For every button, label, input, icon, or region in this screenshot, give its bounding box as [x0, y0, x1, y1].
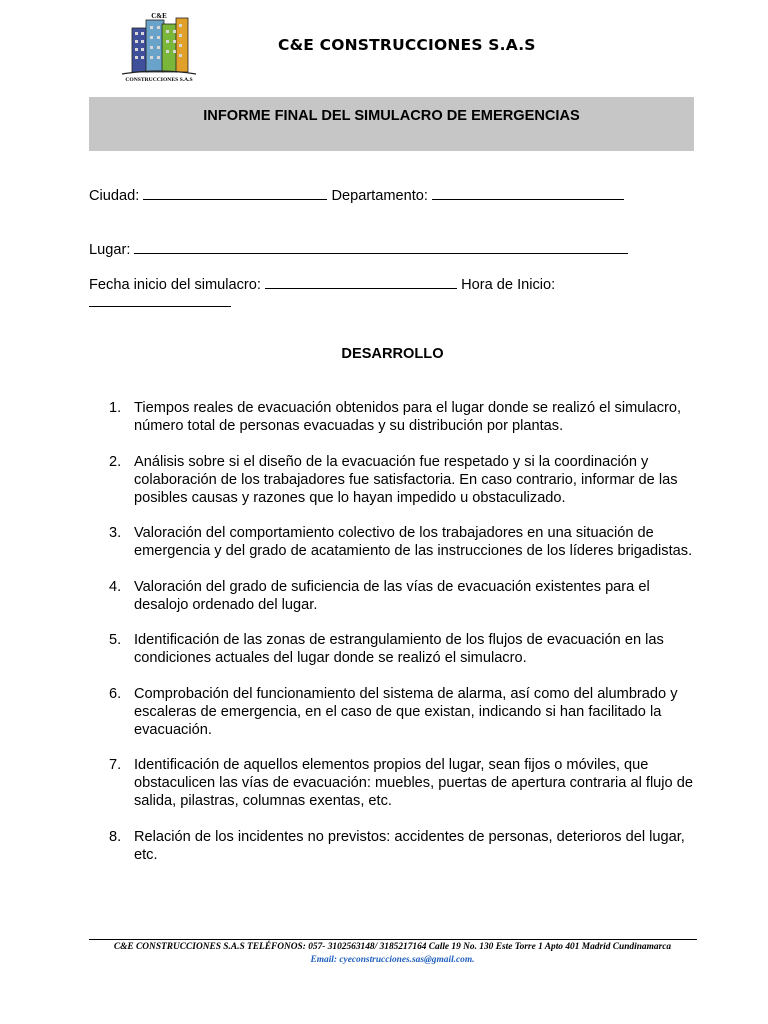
item-text: Comprobación del funcionamiento del sistema de alarma, así como del alumbrado y escaleras de emergencia, en el caso de que existan, indicando si han facilitado la evacuación.	[134, 685, 678, 738]
lugar-blank-line[interactable]	[134, 240, 628, 254]
footer-email[interactable]: Email: cyeconstrucciones.sas@gmail.com.	[310, 955, 475, 965]
item-number: 8.	[109, 828, 122, 845]
ciudad-departamento-row	[89, 186, 624, 204]
list-item	[109, 685, 699, 739]
ciudad-blank-line[interactable]	[143, 186, 327, 200]
item-text: Identificación de aquellos elementos propios del lugar, sean fijos o móviles, que obstaculicen las vías de evacuación: muebles, puertas de apertura contraria al flujo de salida, pilastras, columnas exentas, etc.	[134, 757, 693, 809]
item-text: Tiempos reales de evacuación obtenidos para el lugar donde se realizó el simulacro, número total de personas evacuadas y su distribución por plantas.	[134, 400, 682, 434]
list-item	[109, 756, 699, 810]
departamento-blank-line[interactable]	[432, 186, 624, 200]
building-logo-icon	[118, 10, 200, 84]
list-item	[109, 828, 699, 864]
list-item	[109, 399, 699, 435]
hora-inicio-blank-line[interactable]	[89, 293, 231, 307]
lugar-label: Lugar:	[89, 242, 131, 258]
fecha-hora-row	[89, 275, 555, 293]
list-item	[109, 453, 699, 507]
item-number: 1.	[109, 400, 122, 416]
company-name: C&E CONSTRUCCIONES S.A.S	[278, 36, 536, 54]
logo-text-bottom: CONSTRUCCIONES S.A.S	[125, 77, 193, 83]
fecha-inicio-label: Fecha inicio del simulacro:	[89, 277, 261, 293]
hora-inicio-label: Hora de Inicio:	[461, 277, 556, 293]
company-logo	[118, 10, 200, 84]
item-number: 3.	[109, 525, 122, 541]
item-text: Análisis sobre si el diseño de la evacuación fue respetado y si la coordinación y colaboración de los trabajadores fue satisfactoria. En caso contrario, informar de las posibles causas y razones que lo hayan impedido u obstaculizado.	[134, 453, 678, 506]
list-item	[109, 631, 699, 667]
list-item	[109, 524, 699, 560]
desarrollo-list	[109, 399, 699, 881]
item-text: Valoración del comportamiento colectivo de los trabajadores en una situación de emergencia y del grado de acatamiento de las instrucciones de los líderes brigadistas.	[134, 525, 693, 559]
item-text: Identificación de las zonas de estrangulamiento de los flujos de evacuación en las condiciones actuales del lugar donde se realizó el simulacro.	[134, 632, 664, 666]
item-number: 5.	[109, 632, 122, 648]
footer-contact: C&E CONSTRUCCIONES S.A.S TELÉFONOS: 057- 3102563148/ 3185217164 Calle 19 No. 130 Este Torre 1 Apto 401 Madrid Cundinamarca	[113, 942, 672, 952]
logo-text-top: C&E	[151, 12, 167, 20]
item-number: 2.	[109, 453, 122, 470]
fecha-inicio-blank-line[interactable]	[265, 275, 457, 289]
document-title-box	[89, 97, 694, 151]
item-text: Relación de los incidentes no previstos: accidentes de personas, deterioros del lugar, etc.	[134, 828, 685, 863]
item-number: 4.	[109, 578, 122, 595]
item-text: Valoración del grado de suficiencia de las vías de evacuación existentes para el desalojo ordenado del lugar.	[134, 578, 650, 613]
lugar-row	[89, 240, 628, 258]
item-number: 6.	[109, 685, 122, 702]
section-title-desarrollo: DESARROLLO	[341, 346, 444, 362]
departamento-label: Departamento:	[331, 188, 428, 204]
hora-inicio-row	[89, 293, 231, 311]
footer-divider	[89, 939, 697, 940]
item-number: 7.	[109, 757, 122, 773]
ciudad-label: Ciudad:	[89, 188, 140, 204]
list-item	[109, 578, 699, 614]
document-title: INFORME FINAL DEL SIMULACRO DE EMERGENCIAS	[203, 108, 580, 124]
